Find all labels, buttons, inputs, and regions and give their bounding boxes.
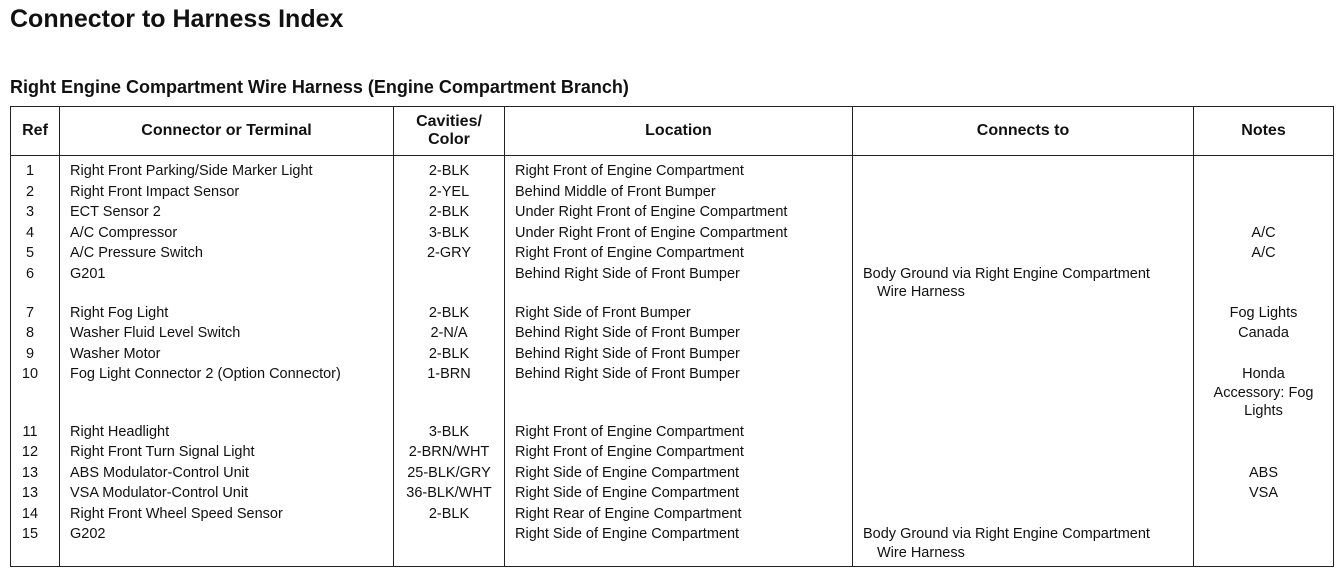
cell-ref: 6 bbox=[11, 264, 60, 303]
table-row bbox=[11, 303, 1334, 324]
cell-cavities: 2-YEL bbox=[394, 182, 505, 203]
cell-ref: 9 bbox=[11, 344, 60, 365]
cell-location: Behind Right Side of Front Bumper bbox=[505, 344, 853, 365]
cell-connects-to bbox=[853, 323, 1194, 344]
cell-connector: Right Front Wheel Speed Sensor bbox=[60, 504, 394, 525]
cell-connector: Right Front Impact Sensor bbox=[60, 182, 394, 203]
cell-connects-to bbox=[853, 223, 1194, 244]
cell-notes bbox=[1194, 156, 1334, 182]
cell-location: Right Side of Engine Compartment bbox=[505, 483, 853, 504]
cell-connector: Fog Light Connector 2 (Option Connector) bbox=[60, 364, 394, 422]
cell-notes: Honda Accessory: Fog Lights bbox=[1194, 364, 1334, 422]
table-row bbox=[11, 364, 1334, 422]
cell-location: Right Front of Engine Compartment bbox=[505, 442, 853, 463]
cell-location: Behind Right Side of Front Bumper bbox=[505, 364, 853, 422]
cell-cavities: 3-BLK bbox=[394, 223, 505, 244]
cell-connector: A/C Pressure Switch bbox=[60, 243, 394, 264]
cell-ref: 14 bbox=[11, 504, 60, 525]
cell-connects-to bbox=[853, 182, 1194, 203]
cell-location: Right Side of Front Bumper bbox=[505, 303, 853, 324]
table-row bbox=[11, 504, 1334, 525]
column-header-location: Location bbox=[505, 107, 853, 156]
cell-cavities bbox=[394, 524, 505, 567]
cell-location: Under Right Front of Engine Compartment bbox=[505, 223, 853, 244]
cell-ref: 7 bbox=[11, 303, 60, 324]
cell-notes bbox=[1194, 442, 1334, 463]
cell-cavities: 2-N/A bbox=[394, 323, 505, 344]
connects-to-line2: Wire Harness bbox=[877, 284, 965, 300]
cell-cavities: 3-BLK bbox=[394, 422, 505, 443]
column-header-connects-to: Connects to bbox=[853, 107, 1194, 156]
column-header-notes: Notes bbox=[1194, 107, 1334, 156]
cell-ref: 5 bbox=[11, 243, 60, 264]
cell-ref: 4 bbox=[11, 223, 60, 244]
harness-index-table bbox=[10, 106, 1334, 567]
cell-cavities: 2-BLK bbox=[394, 202, 505, 223]
cell-connects-to bbox=[853, 463, 1194, 484]
cell-connector: Right Fog Light bbox=[60, 303, 394, 324]
table-row bbox=[11, 223, 1334, 244]
cell-connects-to bbox=[853, 442, 1194, 463]
cell-connector: G201 bbox=[60, 264, 394, 303]
cell-connector: A/C Compressor bbox=[60, 223, 394, 244]
table-row bbox=[11, 323, 1334, 344]
cell-location: Under Right Front of Engine Compartment bbox=[505, 202, 853, 223]
cell-connector: Washer Motor bbox=[60, 344, 394, 365]
column-header-cavities-line2: Color bbox=[428, 131, 470, 148]
cell-connects-to bbox=[853, 243, 1194, 264]
cell-cavities bbox=[394, 264, 505, 303]
cell-connector: VSA Modulator-Control Unit bbox=[60, 483, 394, 504]
connects-to-line2: Wire Harness bbox=[877, 544, 965, 561]
cell-notes: Fog Lights bbox=[1194, 303, 1334, 324]
cell-ref: 8 bbox=[11, 323, 60, 344]
cell-connects-to bbox=[853, 202, 1194, 223]
cell-connects-to bbox=[853, 483, 1194, 504]
cell-location: Right Front of Engine Compartment bbox=[505, 156, 853, 182]
cell-notes bbox=[1194, 264, 1334, 303]
table-row bbox=[11, 202, 1334, 223]
column-header-ref: Ref bbox=[11, 107, 60, 156]
cell-cavities: 2-BRN/WHT bbox=[394, 442, 505, 463]
table-row bbox=[11, 422, 1334, 443]
cell-notes bbox=[1194, 202, 1334, 223]
cell-notes bbox=[1194, 504, 1334, 525]
cell-notes: VSA bbox=[1194, 483, 1334, 504]
table-header-row bbox=[11, 107, 1334, 156]
cell-connector: Washer Fluid Level Switch bbox=[60, 323, 394, 344]
cell-ref: 2 bbox=[11, 182, 60, 203]
cell-connector: ABS Modulator-Control Unit bbox=[60, 463, 394, 484]
cell-connects-to bbox=[853, 303, 1194, 324]
cell-connects-to bbox=[853, 264, 1194, 303]
cell-notes bbox=[1194, 524, 1334, 567]
table-row bbox=[11, 344, 1334, 365]
cell-location: Right Rear of Engine Compartment bbox=[505, 504, 853, 525]
table-row bbox=[11, 483, 1334, 504]
cell-ref: 1 bbox=[11, 156, 60, 182]
cell-notes: A/C bbox=[1194, 243, 1334, 264]
cell-connects-to bbox=[853, 422, 1194, 443]
cell-ref: 15 bbox=[11, 524, 60, 567]
cell-location: Behind Middle of Front Bumper bbox=[505, 182, 853, 203]
cell-cavities: 2-BLK bbox=[394, 303, 505, 324]
cell-location: Right Side of Engine Compartment bbox=[505, 463, 853, 484]
cell-connects-to bbox=[853, 156, 1194, 182]
connects-to-line1: Body Ground via Right Engine Compartment bbox=[863, 265, 1150, 282]
table-row bbox=[11, 463, 1334, 484]
cell-notes bbox=[1194, 422, 1334, 443]
cell-ref: 11 bbox=[11, 422, 60, 443]
cell-notes bbox=[1194, 344, 1334, 365]
cell-connects-to bbox=[853, 364, 1194, 422]
page-title: Connector to Harness Index bbox=[10, 5, 344, 33]
cell-cavities: 25-BLK/GRY bbox=[394, 463, 505, 484]
cell-location: Behind Right Side of Front Bumper bbox=[505, 323, 853, 344]
connects-to-line1: Body Ground via Right Engine Compartment bbox=[863, 526, 1150, 542]
cell-cavities: 2-GRY bbox=[394, 243, 505, 264]
cell-connector: Right Front Parking/Side Marker Light bbox=[60, 156, 394, 182]
cell-connects-to bbox=[853, 344, 1194, 365]
cell-location: Right Front of Engine Compartment bbox=[505, 243, 853, 264]
cell-notes: A/C bbox=[1194, 223, 1334, 244]
cell-connector: Right Headlight bbox=[60, 422, 394, 443]
cell-cavities: 2-BLK bbox=[394, 504, 505, 525]
cell-location: Right Side of Engine Compartment bbox=[505, 524, 853, 567]
cell-ref: 3 bbox=[11, 202, 60, 223]
cell-cavities: 36-BLK/WHT bbox=[394, 483, 505, 504]
section-title: Right Engine Compartment Wire Harness (Engine Compartment Branch) bbox=[10, 77, 629, 97]
column-header-cavities bbox=[394, 107, 505, 156]
column-header-connector: Connector or Terminal bbox=[60, 107, 394, 156]
cell-ref: 12 bbox=[11, 442, 60, 463]
cell-notes: Canada bbox=[1194, 323, 1334, 344]
cell-cavities: 2-BLK bbox=[394, 156, 505, 182]
cell-connector: ECT Sensor 2 bbox=[60, 202, 394, 223]
cell-connector: G202 bbox=[60, 524, 394, 567]
cell-location: Right Front of Engine Compartment bbox=[505, 422, 853, 443]
table-row bbox=[11, 182, 1334, 203]
column-header-cavities-line1: Cavities/ bbox=[416, 113, 482, 130]
table-row bbox=[11, 156, 1334, 182]
cell-cavities: 2-BLK bbox=[394, 344, 505, 365]
cell-ref: 13 bbox=[11, 483, 60, 504]
cell-ref: 13 bbox=[11, 463, 60, 484]
cell-connector: Right Front Turn Signal Light bbox=[60, 442, 394, 463]
cell-location: Behind Right Side of Front Bumper bbox=[505, 264, 853, 303]
table-row bbox=[11, 243, 1334, 264]
table-row bbox=[11, 264, 1334, 303]
cell-notes: ABS bbox=[1194, 463, 1334, 484]
cell-ref: 10 bbox=[11, 364, 60, 422]
cell-cavities: 1-BRN bbox=[394, 364, 505, 422]
cell-connects-to bbox=[853, 504, 1194, 525]
table-row bbox=[11, 524, 1334, 567]
table-row bbox=[11, 442, 1334, 463]
cell-connects-to bbox=[853, 524, 1194, 567]
cell-notes bbox=[1194, 182, 1334, 203]
